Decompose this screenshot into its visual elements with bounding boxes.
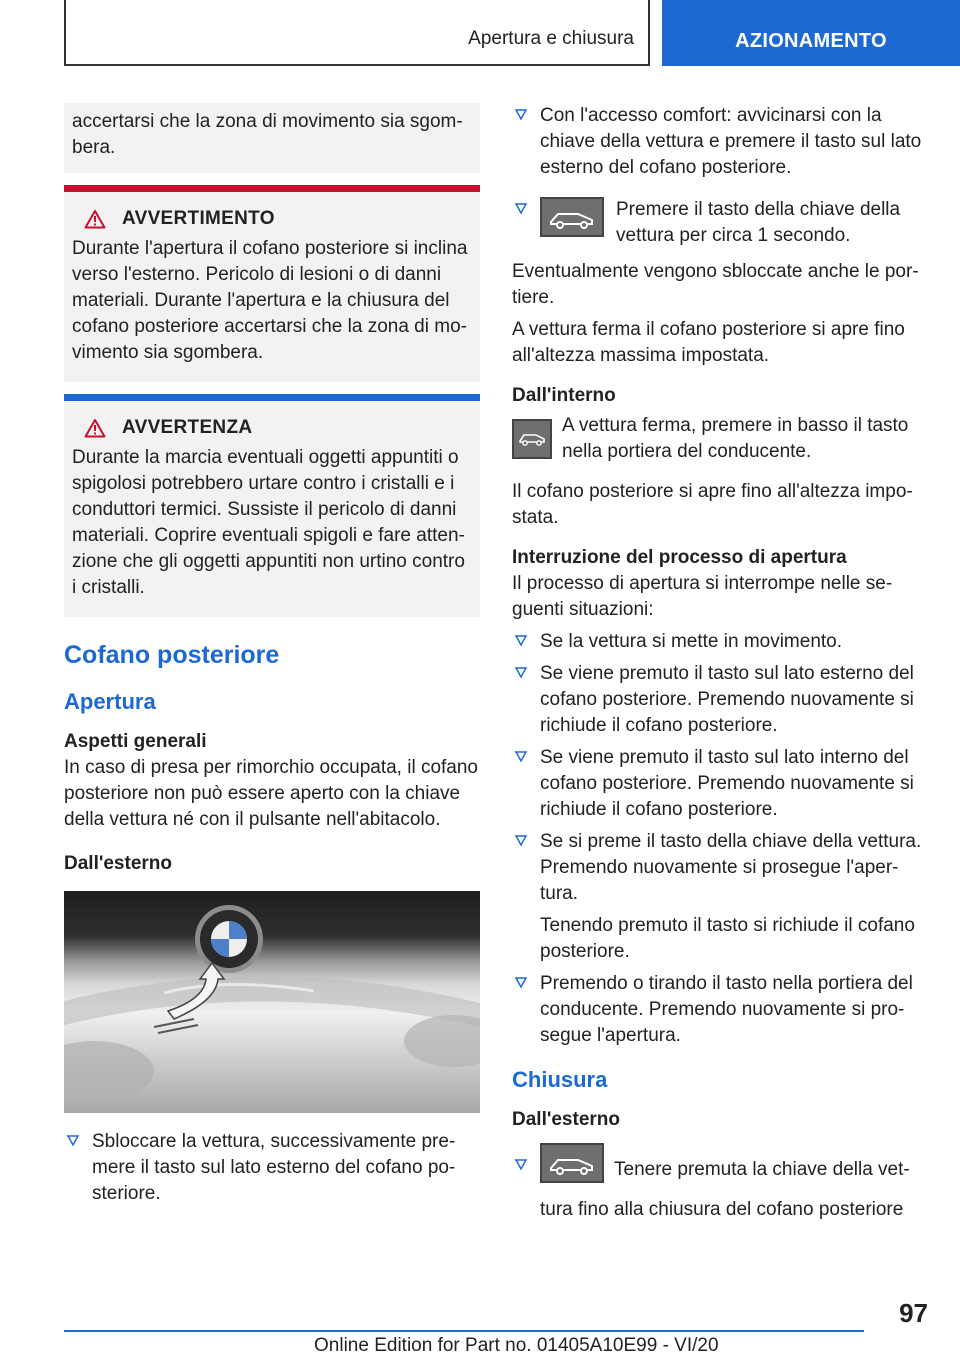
list-item [512,661,928,739]
caution-text: Durante la marcia eventuali oggetti appuntiti o spigolosi potrebbero urtare contro i cristalli e i conduttori termici. Sussiste il pericolo di danni materiali. Coprire eventuali spigoli e fare atten-zione che gli oggetti appuntiti non urtino contro i cristalli. [72,447,465,598]
bullet-triangle-icon [514,202,528,216]
list-item [512,971,928,1049]
doors-text: Eventualmente vengono sbloccate anche le por-tiere. [512,261,919,308]
left-column [64,103,480,1207]
list-item [512,745,928,823]
footer-edition: Online Edition for Part no. 01405A10E99 - VI/20 [314,1335,719,1356]
close-text: Tenere premuta la chiave della vet-tura fino alla chiusura del cofano posteriore [540,1159,910,1220]
subsection-heading-apertura: Apertura [64,689,156,714]
door-button-icon [512,419,552,459]
bullet-triangle-icon [514,108,528,122]
caution-triangle-icon [84,418,106,438]
heading-general: Aspetti generali [64,731,207,752]
warning-triangle-icon [84,209,106,229]
list-item-unlock [64,1129,480,1207]
warning-title [72,206,472,232]
inside-text: A vettura ferma, premere in basso il tasto nella portiera del conducente. [562,415,909,462]
heading-interrupt: Interruzione del processo di apertura [512,547,847,568]
interrupt-last-text: Premendo o tirando il tasto nella portiera del conducente. Premendo nuovamente si pro-segue l'apertura. [540,973,913,1046]
header-section-box [64,0,650,66]
interrupt-item-text: Se la vettura si mette in movimento. [540,631,843,652]
car-trunk-key-icon [540,197,604,237]
bullet-triangle-icon [514,976,528,990]
page-number: 97 [899,1298,928,1328]
caution-title-text: AVVERTENZA [122,417,253,438]
key-text: Premere il tasto della chiave della vettura per circa 1 secondo. [616,199,901,246]
bullet-triangle-icon [514,634,528,648]
list-item-close [512,1143,928,1220]
bullet-triangle-icon [514,1158,528,1172]
general-text: In caso di presa per rimorchio occupata, il cofano posteriore non può essere aperto con la chiave della vettura né con il pulsante nell'abitacolo. [64,757,478,830]
subsection-heading-chiusura: Chiusura [512,1067,608,1092]
list-item-key [512,197,928,249]
bullet-triangle-icon [514,750,528,764]
list-item-comfort [512,103,928,181]
tailgate-illustration [64,891,480,1113]
list-item [512,629,928,655]
tailgate-photo [64,891,480,1113]
interrupt-item-text: Se viene premuto il tasto sul lato esterno del cofano posteriore. Premendo nuovamente si richiude il cofano posteriore. [540,663,914,736]
warning-text: Durante l'apertura il cofano posteriore si inclina verso l'esterno. Pericolo di lesioni o di danni materiali. Durante l'apertura e la chiusura del cofano posteriore accertarsi che la zona di mo-vimento sia sgombera. [72,238,468,363]
heading-close-outside: Dall'esterno [512,1109,620,1130]
bullet-triangle-icon [514,834,528,848]
continuation-text: accertarsi che la zona di movimento sia sgom-bera. [72,111,463,158]
header-chapter-title: AZIONAMENTO [735,30,887,52]
bullet-triangle-icon [66,1134,80,1148]
interrupt-item-text: Se si preme il tasto della chiave della vettura. Premendo nuovamente si prosegue l'aper-tura. [540,831,922,904]
inside-instruction [512,413,928,465]
bullet-triangle-icon [514,666,528,680]
continuation-box [64,103,480,173]
comfort-text: Con l'accesso comfort: avvicinarsi con la chiave della vettura e premere il tasto sul lato esterno del cofano posteriore. [540,105,922,178]
interrupt-text: Il processo di apertura si interrompe nelle se-guenti situazioni: [512,573,893,620]
heading-inside: Dall'interno [512,385,616,406]
section-heading: Cofano posteriore [64,641,280,669]
caution-box [64,394,480,617]
footer-divider [64,1330,864,1332]
height-text: A vettura ferma il cofano posteriore si apre fino all'altezza massima impostata. [512,319,905,366]
header-chapter-tab [662,0,960,66]
heading-outside: Dall'esterno [64,853,172,874]
right-column [512,103,928,1220]
interrupt-item-text: Se viene premuto il tasto sul lato interno del cofano posteriore. Premendo nuovamente si richiude il cofano posteriore. [540,747,914,820]
car-trunk-key-icon [540,1143,604,1183]
warning-title-text: AVVERTIMENTO [122,208,275,229]
header-section-title: Apertura e chiusura [468,28,634,49]
warning-box [64,185,480,382]
caution-title [72,415,472,441]
interrupt-sub-text: Tenendo premuto il tasto si richiude il cofano posteriore. [540,915,915,962]
inside-height-text: Il cofano posteriore si apre fino all'altezza impo-stata. [512,481,913,528]
list-item [512,829,928,907]
unlock-text: Sbloccare la vettura, successivamente pre-mere il tasto sul lato esterno del cofano po-steriore. [92,1131,456,1204]
